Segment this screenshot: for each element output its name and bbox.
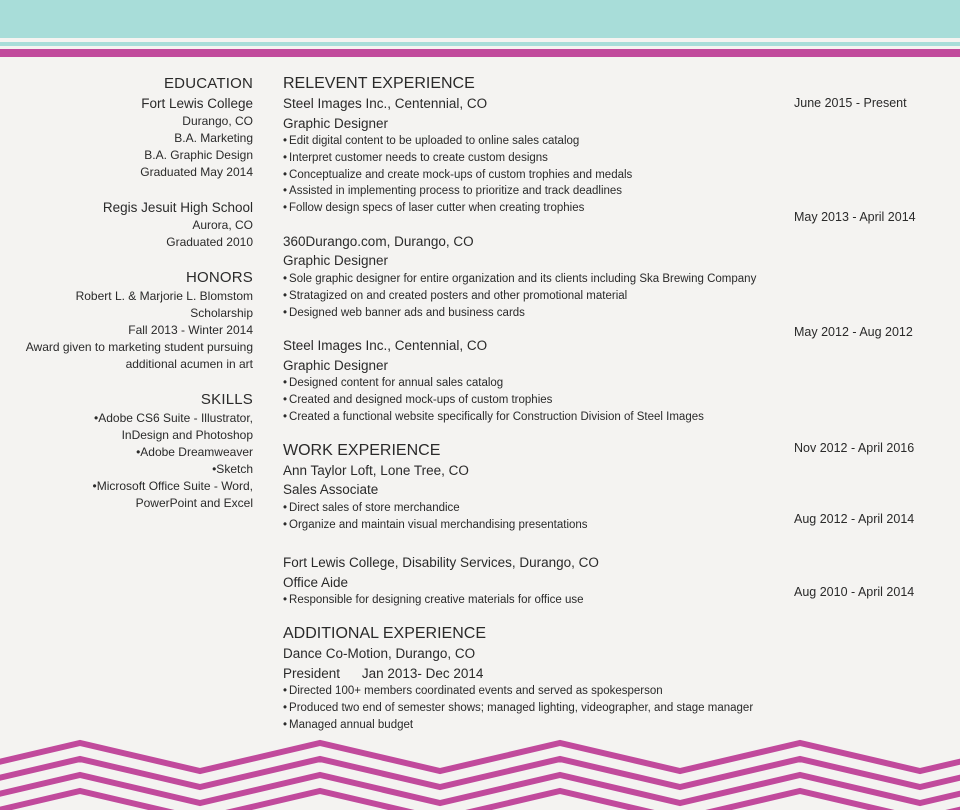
skills-line: PowerPoint and Excel: [135, 496, 253, 510]
job-title: Sales Associate: [283, 482, 379, 498]
skills-line: InDesign and Photoshop: [121, 428, 253, 442]
job-bullet: • Created a functional website specifically for Construction Division of Steel Images: [283, 409, 783, 426]
education-line: Durango, CO: [182, 114, 253, 128]
date-range: May 2013 - April 2014: [794, 210, 916, 224]
education-line: Graduated 2010: [166, 235, 253, 249]
header-band-thin: [0, 42, 960, 46]
job-title: Graphic Designer: [283, 357, 389, 373]
job-bullet: • Sole graphic designer for entire organization and its clients including Ska Brewing Company: [283, 271, 783, 288]
job-company: Steel Images Inc., Centennial, CO: [283, 338, 488, 354]
relevant-experience-heading: RELEVENT EXPERIENCE: [283, 75, 475, 92]
education-line: Graduated May 2014: [140, 165, 253, 179]
education-line: B.A. Marketing: [174, 131, 253, 145]
skills-line: •Adobe CS6 Suite - Illustrator,: [94, 411, 253, 425]
job-bullet: • Produced two end of semester shows; managed lighting, videographer, and stage manager: [283, 700, 783, 717]
education-heading: EDUCATION: [163, 75, 253, 92]
job-company: Dance Co-Motion, Durango, CO: [283, 646, 476, 662]
job-bullet: • Directed 100+ members coordinated events and served as spokesperson: [283, 683, 783, 700]
date-range: June 2015 - Present: [794, 96, 907, 110]
job-bullet: • Edit digital content to be uploaded to online sales catalog: [283, 133, 783, 150]
honors-line: Award given to marketing student pursuing: [25, 340, 253, 354]
education-line: B.A. Graphic Design: [144, 148, 253, 162]
skills-line: •Microsoft Office Suite - Word,: [92, 479, 253, 493]
header-band-teal: [0, 0, 960, 38]
zigzag-footer-pattern: [0, 735, 960, 810]
job-bullet: • Responsible for designing creative materials for office use: [283, 592, 783, 609]
left-column: [13, 74, 253, 512]
honors-line: additional acumen in art: [125, 357, 253, 371]
experience-column: [283, 74, 783, 734]
job-title-dates: Jan 2013- Dec 2014: [361, 665, 484, 681]
date-range: Aug 2012 - April 2014: [794, 512, 915, 526]
job-bullet: • Organize and maintain visual merchandising presentations: [283, 517, 783, 534]
header-band-pink: [0, 49, 960, 57]
job-company: Fort Lewis College, Disability Services, Durango, CO: [283, 555, 599, 571]
honors-line: Fall 2013 - Winter 2014: [128, 323, 253, 337]
education-school-1: Fort Lewis College: [141, 96, 253, 111]
job-bullet: • Interpret customer needs to create custom designs: [283, 150, 783, 167]
job-title: Graphic Designer: [283, 115, 389, 131]
skills-line: •Sketch: [212, 462, 253, 476]
date-range: Nov 2012 - April 2016: [794, 441, 915, 455]
skills-line: •Adobe Dreamweaver: [136, 445, 253, 459]
job-bullet: • Follow design specs of laser cutter when creating trophies: [283, 200, 783, 217]
job-title: President: [283, 665, 341, 681]
date-range: May 2012 - Aug 2012: [794, 325, 913, 339]
job-title-row: [283, 664, 783, 684]
education-school-2: Regis Jesuit High School: [102, 200, 253, 215]
work-experience-heading: WORK EXPERIENCE: [283, 441, 441, 459]
job-company: Steel Images Inc., Centennial, CO: [283, 96, 488, 111]
education-line: Aurora, CO: [192, 218, 253, 232]
job-title: Office Aide: [283, 574, 349, 590]
job-title: Graphic Designer: [283, 253, 389, 269]
job-bullet: • Stratagized on and created posters and other promotional material: [283, 288, 783, 305]
job-bullet: • Managed annual budget: [283, 717, 783, 734]
date-range: Aug 2010 - April 2014: [794, 585, 915, 599]
job-bullet: • Designed web banner ads and business cards: [283, 305, 783, 322]
job-company: 360Durango.com, Durango, CO: [283, 233, 474, 249]
job-bullet: • Assisted in implementing process to prioritize and track deadlines: [283, 183, 783, 200]
honors-heading: HONORS: [185, 269, 253, 286]
honors-line: Robert L. & Marjorie L. Blomstom Scholarship: [75, 289, 253, 320]
job-bullet: • Direct sales of store merchandice: [283, 500, 783, 517]
job-bullet: • Created and designed mock-ups of custom trophies: [283, 392, 783, 409]
skills-heading: SKILLS: [200, 391, 253, 408]
additional-experience-heading: ADDITIONAL EXPERIENCE: [283, 625, 487, 643]
job-bullet: • Conceptualize and create mock-ups of custom trophies and medals: [283, 167, 783, 184]
job-company: Ann Taylor Loft, Lone Tree, CO: [283, 462, 469, 478]
job-bullet: • Designed content for annual sales catalog: [283, 375, 783, 392]
